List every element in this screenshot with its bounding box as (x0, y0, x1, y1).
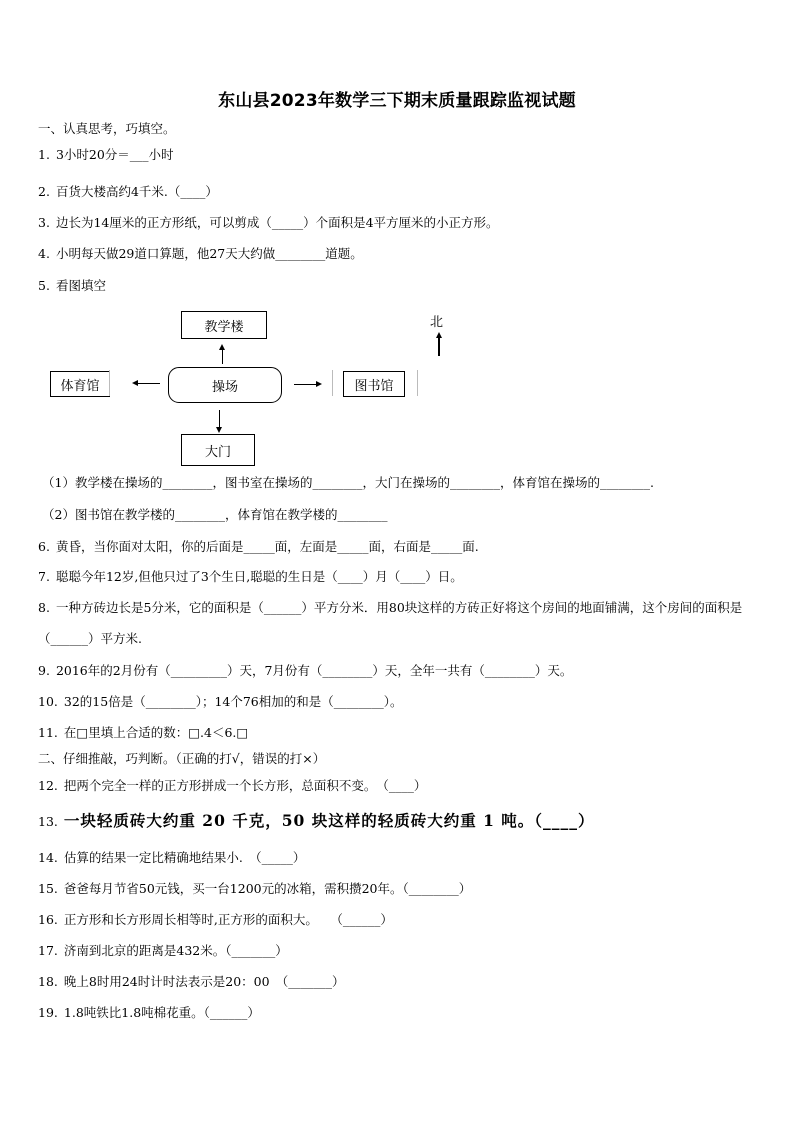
question-4 (38, 245, 363, 263)
arrow-west-line (138, 383, 160, 384)
question-number: 7. (38, 569, 50, 584)
question-2 (38, 183, 218, 201)
question-text: 黄昏，当你面对太阳，你的后面是_____面，左面是_____面，右面是_____面. (55, 539, 479, 554)
gate-box: 大门 (181, 434, 255, 466)
question-text: 1.8吨铁比1.8吨棉花重。（______） (63, 1005, 260, 1020)
question-text: 把两个完全一样的正方形拼成一个长方形，总面积不变。 （____） (63, 778, 427, 793)
question-5-part-1: （1）教学楼在操场的________，图书室在操场的________，大门在操场的________，体育馆在操场的________. (42, 475, 654, 490)
question-number: 18. (38, 974, 58, 989)
question-text: 看图填空 (55, 278, 106, 293)
question-text: 边长为14厘米的正方形纸，可以剪成（_____）个面积是4平方厘米的小正方形。 (55, 215, 499, 230)
question-number: 16. (38, 912, 58, 927)
question-number: 4. (38, 246, 50, 261)
question-number: 10. (38, 694, 58, 709)
question-number: 9. (38, 663, 50, 678)
question-text: 一块轻质砖大约重 20 千克，50 块这样的轻质砖大约重 1 吨。（____） (63, 811, 595, 830)
question-text: 百货大楼高约4千米.（____） (55, 184, 218, 199)
question-8 (38, 592, 758, 654)
arrow-down-icon (216, 427, 222, 433)
question-number: 5. (38, 278, 50, 293)
page-title: 东山县2023年数学三下期末质量跟踪监视试题 (218, 91, 576, 111)
question-text: 一种方砖边长是5分米，它的面积是（______）平方分米．用80块这样的方砖正好将这个房间的地面铺满，这个房间的面积是（______）平方米. (38, 600, 743, 646)
question-9 (38, 662, 572, 680)
question-number: 17. (38, 943, 58, 958)
library-bracket-left (332, 370, 338, 396)
question-18 (38, 973, 345, 991)
question-text: 晚上8时用24时计时法表示是20：00 （_______） (63, 974, 345, 989)
question-number: 14. (38, 850, 58, 865)
arrow-south-line (219, 410, 220, 427)
question-6 (38, 538, 479, 556)
question-1 (38, 146, 174, 164)
question-7 (38, 568, 463, 586)
question-text: 在□里填上合适的数：□.4＜6.□ (63, 725, 249, 740)
question-number: 1. (38, 147, 50, 162)
question-5-part-2: （2）图书馆在教学楼的________，体育馆在教学楼的________ (42, 507, 388, 522)
question-text: 估算的结果一定比精确地结果小. （_____） (63, 850, 306, 865)
section-2-heading: 二、仔细推敲，巧判断。（正确的打√，错误的打×） (38, 751, 326, 766)
question-text: 2016年的2月份有（_________）天，7月份有（________）天，全年一共有（________）天。 (55, 663, 573, 678)
question-14 (38, 849, 305, 867)
north-label: 北 (430, 315, 444, 330)
question-number: 12. (38, 778, 58, 793)
north-arrow-icon (436, 332, 442, 338)
arrow-east-line (294, 384, 316, 385)
question-number: 8. (38, 600, 50, 615)
question-13 (38, 812, 595, 831)
question-number: 3. (38, 215, 50, 230)
question-number: 13. (38, 814, 58, 829)
question-number: 2. (38, 184, 50, 199)
question-number: 19. (38, 1005, 58, 1020)
gym-bracket (104, 370, 110, 396)
arrow-north-line (222, 348, 223, 364)
north-arrow-line (438, 338, 440, 356)
question-5 (38, 277, 106, 295)
question-text: 32的15倍是（________）；14个76相加的和是（________）。 (63, 694, 403, 709)
direction-diagram (0, 300, 794, 470)
question-16 (38, 911, 393, 929)
arrow-right-icon (316, 381, 322, 387)
playground-box: 操场 (168, 367, 282, 403)
question-number: 11. (38, 725, 58, 740)
library-bracket-right (412, 370, 418, 396)
question-text: 3小时20分＝___小时 (55, 147, 174, 162)
question-3 (38, 214, 499, 232)
question-number: 6. (38, 539, 50, 554)
question-text: 聪聪今年12岁,但他只过了3个生日,聪聪的生日是（____）月（____）日。 (55, 569, 463, 584)
question-10 (38, 693, 403, 711)
question-number: 15. (38, 881, 58, 896)
question-text: 济南到北京的距离是432米。（_______） (63, 943, 288, 958)
question-15 (38, 880, 471, 898)
question-12 (38, 777, 426, 795)
arrow-up-icon (219, 344, 225, 350)
question-11 (38, 724, 248, 742)
library-box: 图书馆 (343, 371, 405, 397)
question-19 (38, 1004, 260, 1022)
question-text: 小明每天做29道口算题，他27天大约做________道题。 (55, 246, 363, 261)
gym-box: 体育馆 (50, 371, 110, 397)
question-text: 正方形和长方形周长相等时,正方形的面积大。 （______） (63, 912, 393, 927)
arrow-left-icon (132, 380, 138, 386)
question-17 (38, 942, 288, 960)
section-1-heading: 一、认真思考，巧填空。 (38, 121, 176, 136)
teaching-building-box: 教学楼 (181, 311, 267, 339)
question-text: 爸爸每月节省50元钱，买一台1200元的冰箱，需积攒20年。（________） (63, 881, 472, 896)
